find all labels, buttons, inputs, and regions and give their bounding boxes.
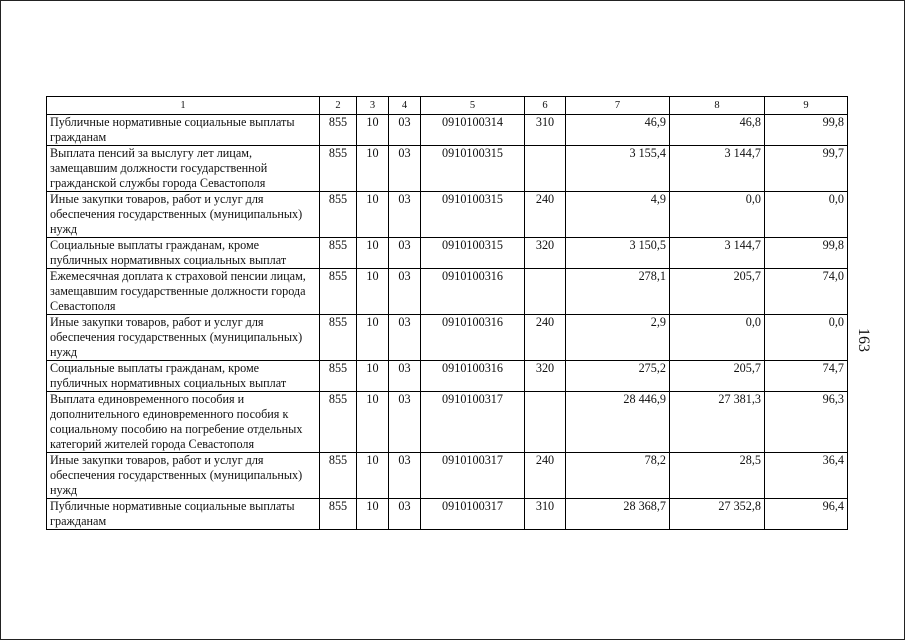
cell-percent: 99,8 <box>765 115 848 146</box>
cell-plan: 46,9 <box>566 115 670 146</box>
cell-ministry-code: 855 <box>320 146 357 192</box>
cell-subsection: 03 <box>389 453 421 499</box>
cell-subsection: 03 <box>389 238 421 269</box>
cell-plan: 3 155,4 <box>566 146 670 192</box>
table-row <box>47 453 848 499</box>
cell-expense-type <box>525 392 566 453</box>
cell-expense-type: 320 <box>525 361 566 392</box>
cell-percent: 99,7 <box>765 146 848 192</box>
cell-target-article: 0910100314 <box>421 115 525 146</box>
row-name: Иные закупки товаров, работ и услуг для обеспечения государственных (муниципальных) нужд <box>47 453 320 499</box>
cell-expense-type: 320 <box>525 238 566 269</box>
cell-plan: 28 368,7 <box>566 499 670 530</box>
cell-expense-type: 310 <box>525 115 566 146</box>
cell-percent: 74,7 <box>765 361 848 392</box>
cell-ministry-code: 855 <box>320 499 357 530</box>
cell-subsection: 03 <box>389 499 421 530</box>
header-cell: 9 <box>765 97 848 115</box>
row-name: Выплата единовременного пособия и дополнительного единовременного пособия к социальному пособию на погребение отдельных категорий жителей города Севастополя <box>47 392 320 453</box>
cell-actual: 0,0 <box>670 315 765 361</box>
cell-section: 10 <box>357 269 389 315</box>
row-name: Социальные выплаты гражданам, кроме публичных нормативных социальных выплат <box>47 238 320 269</box>
cell-subsection: 03 <box>389 192 421 238</box>
cell-subsection: 03 <box>389 392 421 453</box>
cell-actual: 27 381,3 <box>670 392 765 453</box>
cell-actual: 27 352,8 <box>670 499 765 530</box>
cell-actual: 46,8 <box>670 115 765 146</box>
cell-plan: 28 446,9 <box>566 392 670 453</box>
table-row <box>47 115 848 146</box>
header-cell: 2 <box>320 97 357 115</box>
cell-ministry-code: 855 <box>320 238 357 269</box>
cell-plan: 278,1 <box>566 269 670 315</box>
cell-expense-type <box>525 269 566 315</box>
header-cell: 7 <box>566 97 670 115</box>
table-row <box>47 192 848 238</box>
cell-subsection: 03 <box>389 269 421 315</box>
cell-section: 10 <box>357 115 389 146</box>
cell-actual: 3 144,7 <box>670 146 765 192</box>
cell-target-article: 0910100316 <box>421 315 525 361</box>
cell-ministry-code: 855 <box>320 315 357 361</box>
cell-ministry-code: 855 <box>320 392 357 453</box>
page-number: 163 <box>855 328 872 352</box>
header-cell: 1 <box>47 97 320 115</box>
cell-section: 10 <box>357 192 389 238</box>
cell-section: 10 <box>357 238 389 269</box>
cell-subsection: 03 <box>389 315 421 361</box>
cell-section: 10 <box>357 146 389 192</box>
header-cell: 4 <box>389 97 421 115</box>
header-row <box>47 97 848 115</box>
cell-expense-type: 240 <box>525 453 566 499</box>
table-row <box>47 315 848 361</box>
cell-expense-type: 240 <box>525 315 566 361</box>
cell-expense-type: 310 <box>525 499 566 530</box>
cell-target-article: 0910100316 <box>421 361 525 392</box>
cell-subsection: 03 <box>389 361 421 392</box>
header-cell: 5 <box>421 97 525 115</box>
cell-percent: 36,4 <box>765 453 848 499</box>
header-cell: 6 <box>525 97 566 115</box>
cell-ministry-code: 855 <box>320 361 357 392</box>
table-row <box>47 361 848 392</box>
cell-percent: 0,0 <box>765 192 848 238</box>
cell-actual: 205,7 <box>670 361 765 392</box>
cell-percent: 96,4 <box>765 499 848 530</box>
cell-target-article: 0910100316 <box>421 269 525 315</box>
row-name: Публичные нормативные социальные выплаты гражданам <box>47 499 320 530</box>
budget-table <box>46 96 848 530</box>
cell-plan: 78,2 <box>566 453 670 499</box>
cell-target-article: 0910100315 <box>421 146 525 192</box>
row-name: Публичные нормативные социальные выплаты гражданам <box>47 115 320 146</box>
table-row <box>47 146 848 192</box>
row-name: Иные закупки товаров, работ и услуг для обеспечения государственных (муниципальных) нужд <box>47 192 320 238</box>
cell-plan: 275,2 <box>566 361 670 392</box>
table-row <box>47 392 848 453</box>
cell-actual: 3 144,7 <box>670 238 765 269</box>
cell-section: 10 <box>357 361 389 392</box>
cell-plan: 2,9 <box>566 315 670 361</box>
cell-expense-type: 240 <box>525 192 566 238</box>
table-row <box>47 238 848 269</box>
table-row <box>47 269 848 315</box>
table-row <box>47 499 848 530</box>
cell-target-article: 0910100315 <box>421 192 525 238</box>
cell-plan: 3 150,5 <box>566 238 670 269</box>
cell-actual: 28,5 <box>670 453 765 499</box>
cell-section: 10 <box>357 392 389 453</box>
cell-target-article: 0910100317 <box>421 499 525 530</box>
row-name: Ежемесячная доплата к страховой пенсии лицам, замещавшим государственные должности города Севастополя <box>47 269 320 315</box>
cell-percent: 99,8 <box>765 238 848 269</box>
cell-target-article: 0910100317 <box>421 392 525 453</box>
cell-expense-type <box>525 146 566 192</box>
cell-section: 10 <box>357 453 389 499</box>
cell-section: 10 <box>357 499 389 530</box>
cell-plan: 4,9 <box>566 192 670 238</box>
cell-section: 10 <box>357 315 389 361</box>
row-name: Иные закупки товаров, работ и услуг для обеспечения государственных (муниципальных) нужд <box>47 315 320 361</box>
cell-ministry-code: 855 <box>320 115 357 146</box>
cell-target-article: 0910100317 <box>421 453 525 499</box>
header-cell: 3 <box>357 97 389 115</box>
cell-percent: 0,0 <box>765 315 848 361</box>
cell-percent: 96,3 <box>765 392 848 453</box>
cell-ministry-code: 855 <box>320 192 357 238</box>
cell-ministry-code: 855 <box>320 453 357 499</box>
cell-ministry-code: 855 <box>320 269 357 315</box>
cell-actual: 0,0 <box>670 192 765 238</box>
row-name: Социальные выплаты гражданам, кроме публичных нормативных социальных выплат <box>47 361 320 392</box>
header-cell: 8 <box>670 97 765 115</box>
cell-target-article: 0910100315 <box>421 238 525 269</box>
row-name: Выплата пенсий за выслугу лет лицам, замещавшим должности государственной гражданской службы города Севастополя <box>47 146 320 192</box>
cell-percent: 74,0 <box>765 269 848 315</box>
cell-subsection: 03 <box>389 146 421 192</box>
cell-subsection: 03 <box>389 115 421 146</box>
cell-actual: 205,7 <box>670 269 765 315</box>
